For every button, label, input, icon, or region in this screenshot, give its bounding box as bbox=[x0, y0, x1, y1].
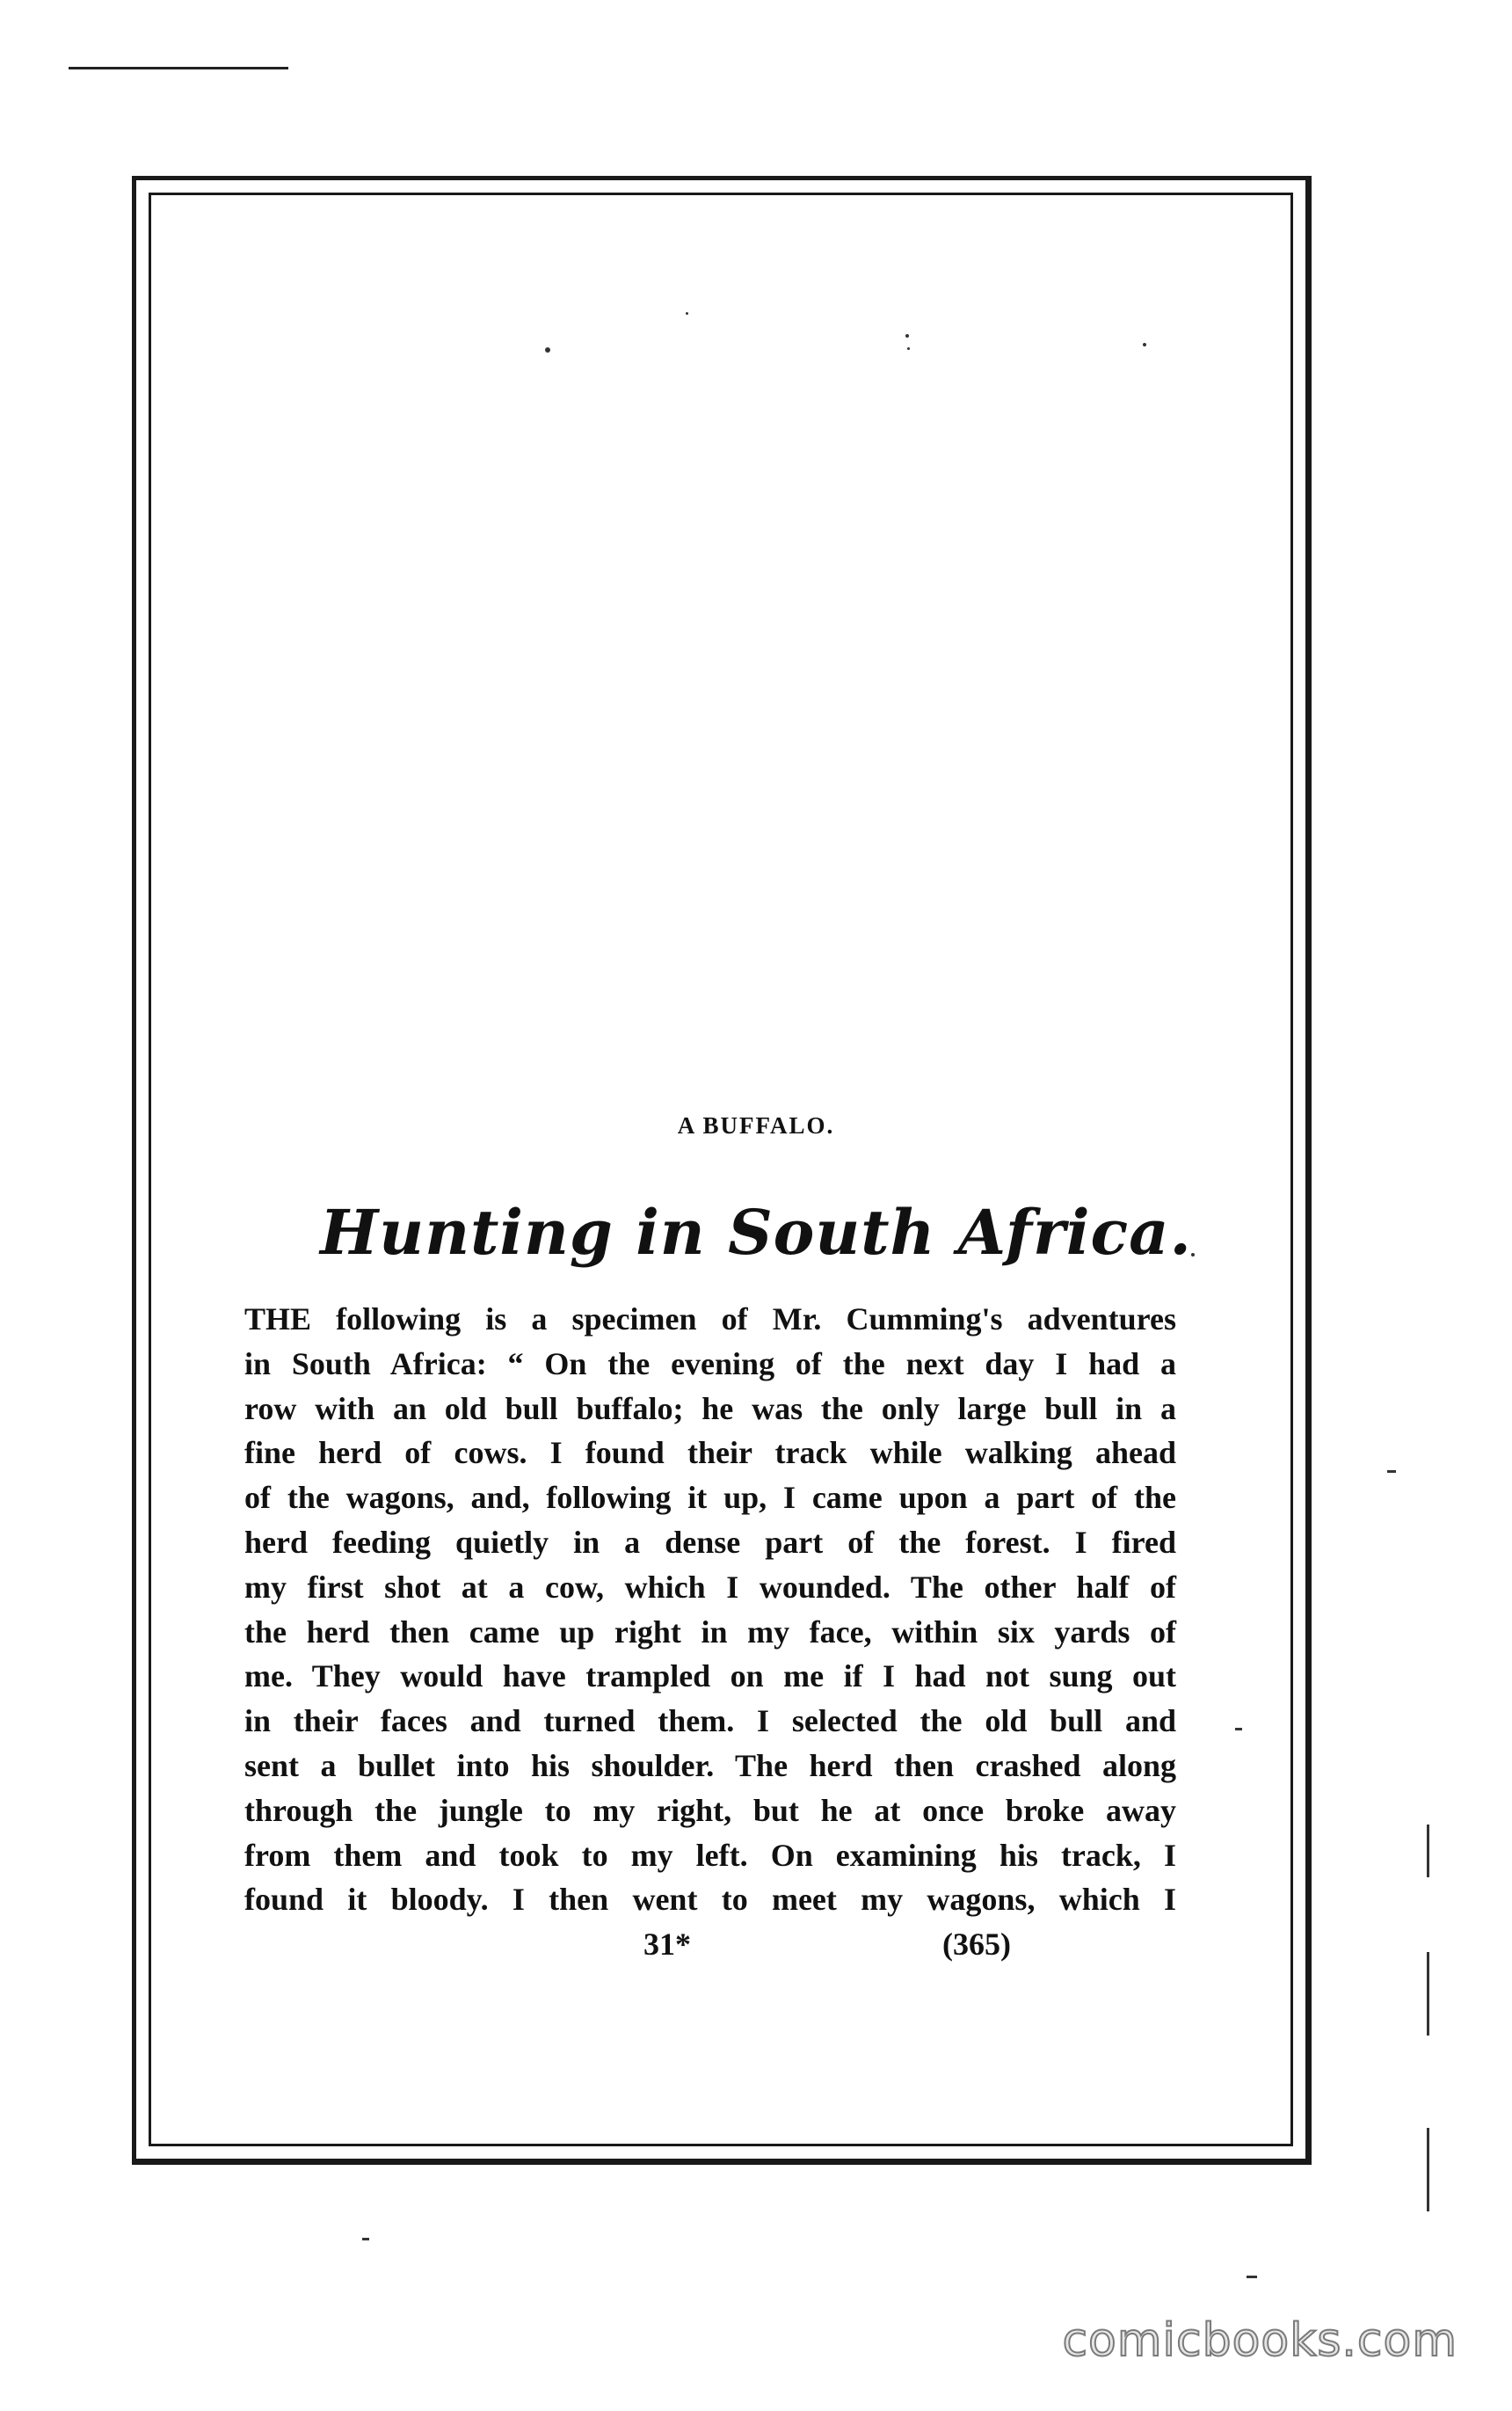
page-number: (365) bbox=[942, 1927, 1011, 1962]
print-speck bbox=[1143, 343, 1146, 346]
text-line: found it bloody. I then went to meet my wagons, which I bbox=[244, 1882, 1176, 1918]
text-line: me. They would have trampled on me if I had not sung out bbox=[244, 1658, 1176, 1694]
print-speck bbox=[362, 2238, 369, 2240]
print-speck bbox=[1247, 2276, 1257, 2278]
print-speck bbox=[905, 334, 909, 338]
text-line: herd feeding quietly in a dense part of the forest. I fired bbox=[244, 1524, 1176, 1560]
text-line: in their faces and turned them. I selected the old bull and bbox=[244, 1703, 1176, 1739]
text-line: sent a bullet into his shoulder. The herd then crashed along bbox=[244, 1747, 1176, 1783]
print-speck bbox=[545, 347, 550, 353]
illustration-caption: A BUFFALO. bbox=[677, 1112, 835, 1139]
margin-mark bbox=[1427, 2128, 1429, 2211]
print-speck bbox=[686, 312, 688, 315]
margin-mark bbox=[1427, 1952, 1429, 2036]
signature-mark: 31* bbox=[643, 1927, 691, 1962]
print-speck bbox=[907, 347, 910, 350]
print-speck bbox=[1387, 1470, 1396, 1473]
print-speck bbox=[1235, 1728, 1242, 1730]
text-line: from them and took to my left. On examining his track, I bbox=[244, 1837, 1176, 1873]
watermark-logo: comicbooks.com bbox=[1062, 2314, 1457, 2367]
text-line: in South Africa: “ On the evening of the next day I had a bbox=[244, 1345, 1176, 1381]
text-line: of the wagons, and, following it up, I came upon a part of the bbox=[244, 1480, 1176, 1516]
text-line: the herd then came up right in my face, within six yards of bbox=[244, 1613, 1176, 1650]
text-line: my first shot at a cow, which I wounded. The other half of bbox=[244, 1569, 1176, 1605]
margin-mark bbox=[1427, 1825, 1429, 1877]
text-line: through the jungle to my right, but he at once broke away bbox=[244, 1792, 1176, 1828]
text-line: fine herd of cows. I found their track while walking ahead bbox=[244, 1435, 1176, 1471]
chapter-heading: Hunting in South Africa. bbox=[320, 1196, 1192, 1269]
text-line: THE following is a specimen of Mr. Cumming's adventures bbox=[244, 1301, 1176, 1337]
top-rule bbox=[69, 67, 288, 69]
text-line: row with an old bull buffalo; he was the only large bull in a bbox=[244, 1390, 1176, 1426]
body-paragraph bbox=[244, 1297, 1176, 1922]
